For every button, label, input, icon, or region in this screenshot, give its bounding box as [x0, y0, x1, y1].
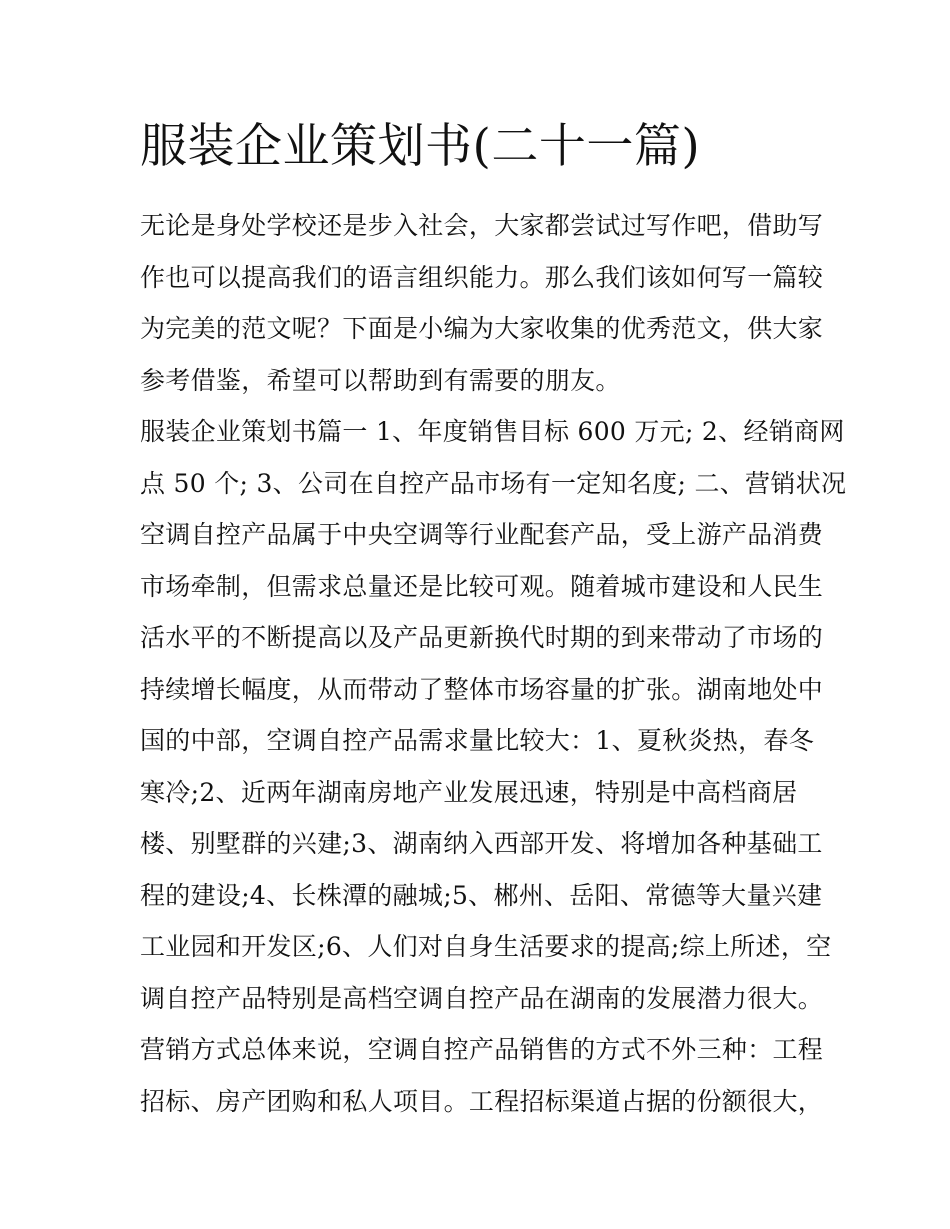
body-line: 服装企业策划书篇一 1、年度销售目标 600 万元; 2、经销商网 — [140, 417, 845, 446]
body-line: 活水平的不断提高以及产品更新换代时期的到来带动了市场的 — [140, 623, 824, 652]
body-line: 点 50 个; 3、公司在自控产品市场有一定知名度; 二、营销状况 — [140, 468, 847, 498]
document-title: 服装企业策划书(二十一篇) — [140, 119, 701, 174]
body-line: 楼、别墅群的兴建;3、湖南纳入西部开发、将增加各种基础工 — [140, 829, 823, 858]
body-line: 国的中部，空调自控产品需求量比较大：1、夏秋炎热，春冬 — [140, 726, 815, 755]
body-line: 无论是身处学校还是步入社会，大家都尝试过写作吧，借助写 — [140, 211, 824, 240]
body-line: 参考借鉴，希望可以帮助到有需要的朋友。 — [140, 365, 621, 395]
body-line: 市场牵制，但需求总量还是比较可观。随着城市建设和人民生 — [140, 571, 824, 601]
body-line: 空调自控产品属于中央空调等行业配套产品，受上游产品消费 — [140, 520, 824, 549]
body-line: 营销方式总体来说，空调自控产品销售的方式不外三种：工程 — [140, 1035, 824, 1064]
body-line: 工业园和开发区;6、人们对自身生活要求的提高;综上所述，空 — [140, 932, 832, 961]
body-line: 招标、房产团购和私人项目。工程招标渠道占据的份额很大， — [140, 1086, 824, 1116]
body-line: 调自控产品特别是高档空调自控产品在湖南的发展潜力很大。 — [140, 983, 824, 1013]
body-line: 程的建设;4、长株潭的融城;5、郴州、岳阳、常德等大量兴建 — [140, 880, 823, 910]
body-line: 持续增长幅度，从而带动了整体市场容量的扩张。湖南地处中 — [140, 674, 824, 704]
body-line: 为完美的范文呢？下面是小编为大家收集的优秀范文，供大家 — [140, 314, 824, 343]
body-line: 寒冷;2、近两年湖南房地产业发展迅速，特别是中高档商居 — [140, 777, 798, 807]
document-body — [140, 200, 847, 1127]
body-line: 作也可以提高我们的语言组织能力。那么我们该如何写一篇较 — [140, 262, 824, 292]
